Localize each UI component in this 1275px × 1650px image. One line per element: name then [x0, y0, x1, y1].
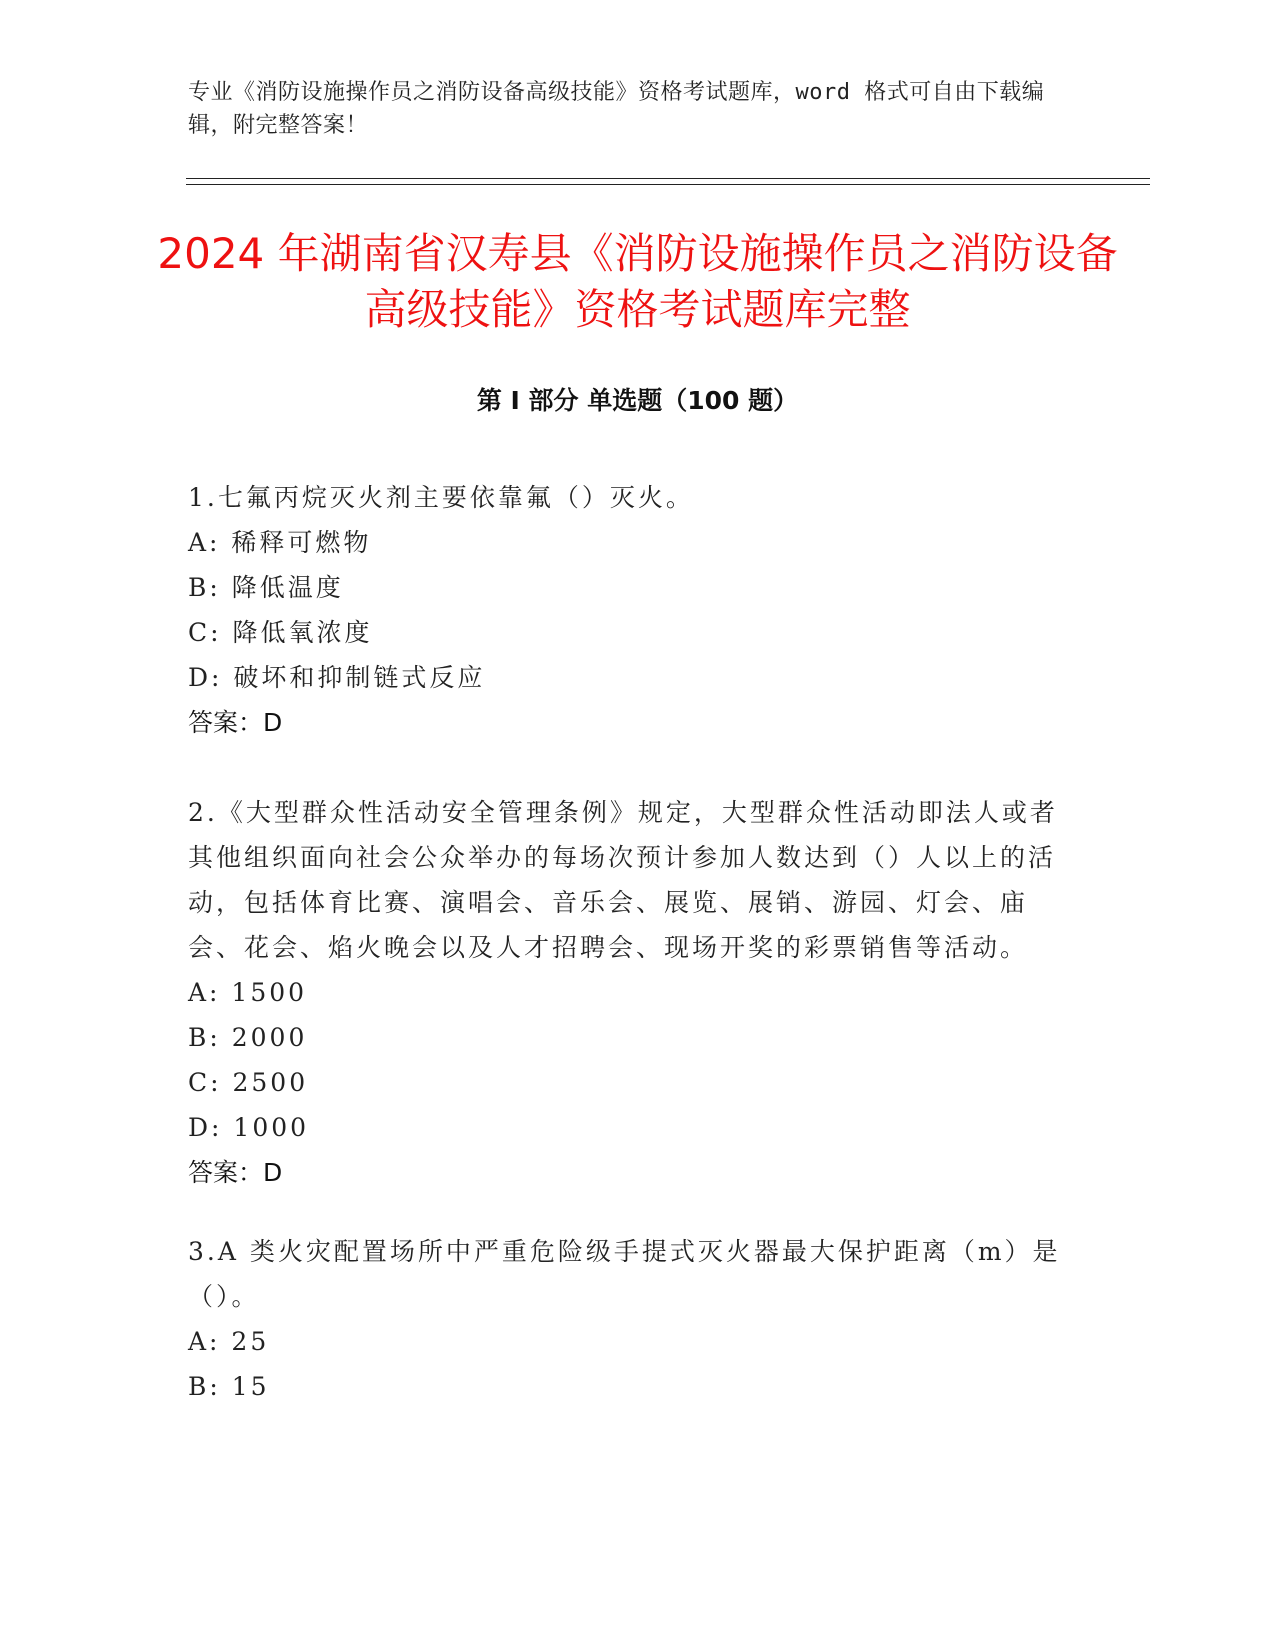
question-stem: 1.七氟丙烷灭火剂主要依靠氟（）灭火。 [188, 483, 694, 512]
question-stem: 2.《大型群众性活动安全管理条例》规定，大型群众性活动即法人或者其他组织面向社会公众举办的每场次预计参加人数达到（）人以上的活动，包括体育比赛、演唱会、音乐会、展览、展销、游园、灯会、庙会、花会、焰火晚会以及人才招聘会、现场开奖的彩票销售等活动。 [188, 798, 1058, 962]
answer-text: 答案：D [188, 708, 283, 737]
option-c: C: 2500 [188, 1068, 309, 1097]
answer-text: 答案：D [188, 1158, 283, 1187]
option-b: B: 降低温度 [188, 573, 344, 602]
option-d: D: 1000 [188, 1113, 310, 1142]
header-rule-top [186, 178, 1150, 179]
question-item [188, 475, 1068, 745]
option-b: B: 15 [188, 1372, 270, 1401]
question-list [188, 475, 1068, 1409]
document-title: 2024 年湖南省汉寿县《消防设施操作员之消防设备高级技能》资格考试题库完整 [157, 229, 1118, 334]
question-item [188, 1229, 1068, 1409]
question-stem: 3.A 类火灾配置场所中严重危险级手提式灭火器最大保护距离（m）是（）。 [188, 1237, 1061, 1311]
option-b: B: 2000 [188, 1023, 308, 1052]
option-a: A: 1500 [188, 978, 308, 1007]
section-title: 第 I 部分 单选题（100 题） [476, 386, 799, 415]
header-rule-bottom [186, 184, 1150, 185]
option-a: A: 稀释可燃物 [188, 528, 372, 557]
header-note: 专业《消防设施操作员之消防设备高级技能》资格考试题库，word 格式可自由下载编辑，附完整答案！ [188, 80, 1045, 138]
option-c: C: 降低氧浓度 [188, 618, 373, 647]
option-a: A: 25 [188, 1327, 270, 1356]
question-item [188, 790, 1068, 1195]
option-d: D: 破坏和抑制链式反应 [188, 663, 486, 692]
